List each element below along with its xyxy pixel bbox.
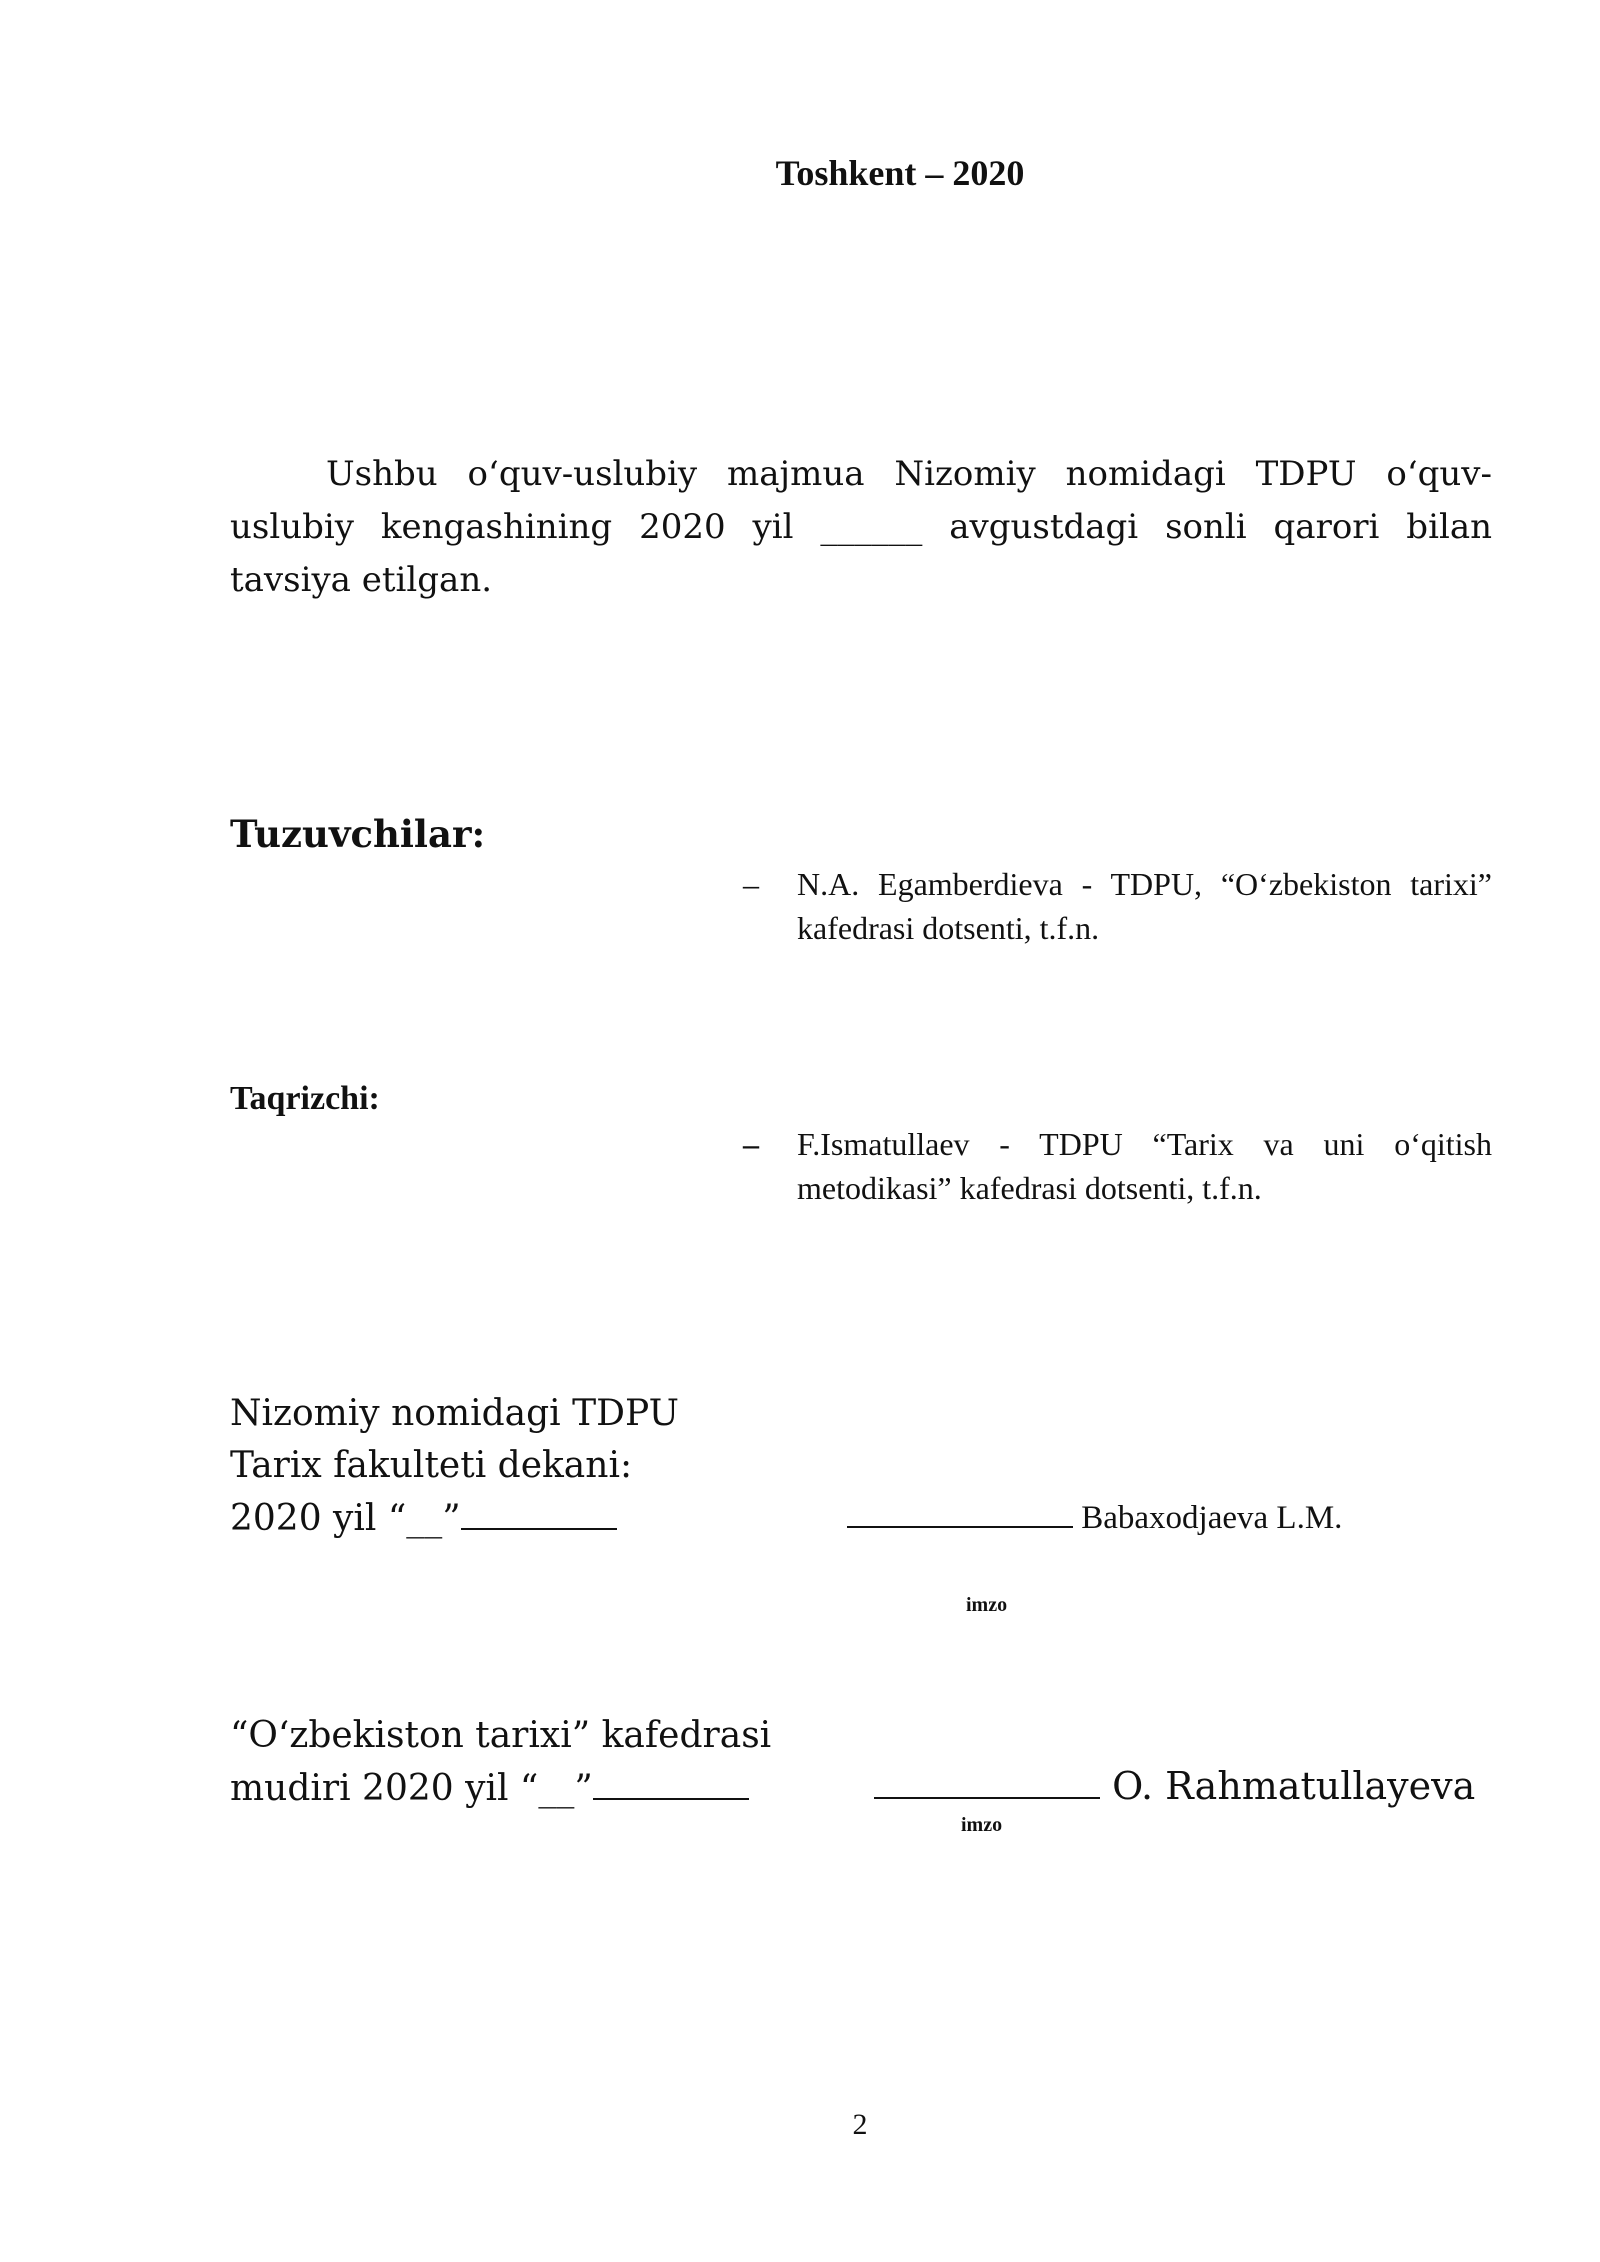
dean-line-1: Nizomiy nomidagi TDPU [230,1393,679,1434]
city-year-text: Toshkent – 2020 [775,153,1025,193]
signature-line [847,1496,1073,1528]
dean-block [230,1388,679,1545]
signature-line [874,1765,1100,1799]
dean-imzo-label: imzo [966,1594,1008,1616]
reviewers-heading: Taqrizchi: [230,1080,380,1117]
chair-name: O. Rahmatullayeva [1112,1764,1476,1808]
dean-name: Babaxodjaeva L.M. [1081,1500,1343,1536]
author-entry [743,862,1492,950]
dean-signature [847,1496,1342,1537]
approval-paragraph: Ushbu o‘quv-uslubiy majmua Nizomiy nomidagi TDPU o‘quv-uslubiy kengashining 2020 yil ______ avgustdagi sonli qarori bilan tavsiya etilgan. [230,454,1492,600]
list-dash: – [743,1126,759,1162]
reviewer-entry [743,1122,1492,1210]
chair-date-text: mudiri 2020 yil “__” [230,1768,593,1809]
list-dash: – [743,866,759,902]
document-header-city-year [0,152,1600,194]
chair-imzo-label: imzo [961,1814,1003,1836]
page-number: 2 [852,2108,868,2141]
dean-line-2: Tarix fakulteti dekani: [230,1445,633,1486]
chair-line-1: “O‘zbekiston tarixi” kafedrasi [230,1715,772,1756]
dean-line-3 [230,1492,679,1545]
chair-block [230,1710,771,1815]
reviewer-text: F.Ismatullaev - TDPU “Tarix va uni o‘qitish metodikasi” kafedrasi dotsenti, t.f.n. [797,1126,1492,1206]
date-blank-line [461,1492,617,1530]
dean-date-text: 2020 yil “__” [230,1498,461,1539]
author-text: N.A. Egamberdieva - TDPU, “O‘zbekiston tarixi” kafedrasi dotsenti, t.f.n. [797,866,1492,946]
chair-line-2 [230,1762,771,1815]
date-blank-line [593,1762,749,1800]
chair-signature [874,1764,1475,1808]
authors-heading: Tuzuvchilar: [230,812,486,856]
